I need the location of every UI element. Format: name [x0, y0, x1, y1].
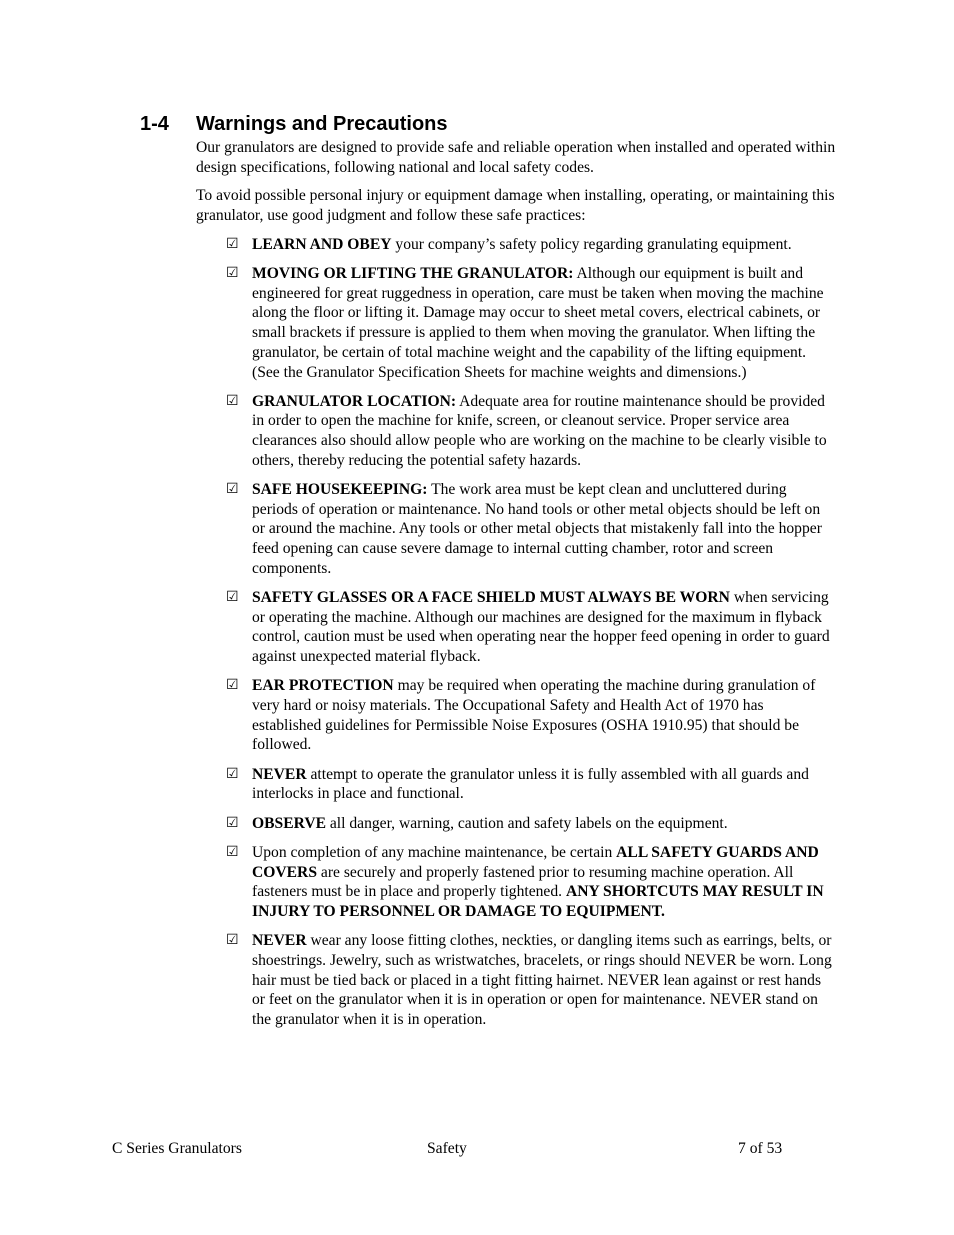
item-text: Upon completion of any machine maintenance, be certain — [252, 843, 617, 861]
item-text: your company’s safety policy regarding granulating equipment. — [391, 235, 792, 253]
safety-checklist — [196, 235, 836, 1030]
checkbox-icon: ☑ — [226, 481, 239, 498]
item-lead: MOVING OR LIFTING THE GRANULATOR: — [252, 265, 574, 283]
checklist-item — [196, 392, 836, 471]
item-text: Adequate area for routine maintenance should be provided in order to open the machine for knife, screen, or cleanout service. Proper service area clearances also should allow people who are working on the machine to be clearly visible to others, thereby reducing the potential safety hazards. — [252, 392, 827, 469]
item-text: The work area must be kept clean and uncluttered during periods of operation or maintenance. No hand tools or other metal objects should be left on or around the machine. Any tools or other metal objects that mistakenly fall into the hopper feed opening can cause severe damage to internal cutting chamber, rotor and screen components. — [252, 481, 822, 577]
item-text: all danger, warning, caution and safety labels on the equipment. — [325, 814, 728, 832]
checkbox-icon: ☑ — [226, 932, 239, 949]
item-lead: GRANULATOR LOCATION: — [252, 392, 457, 410]
footer-page-number: 7 of 53 — [738, 1140, 783, 1157]
item-lead: NEVER — [252, 765, 307, 783]
item-text: when servicing or operating the machine. Although our machines are designed for the maximum in flyback control, caution must be used when operating near the hopper feed opening in order to guard against unexpected material flyback. — [252, 589, 830, 666]
section-number: 1-4 — [140, 113, 169, 135]
checklist-item — [196, 676, 836, 755]
checklist-item — [196, 843, 836, 922]
checkbox-icon: ☑ — [226, 814, 239, 831]
checkbox-icon: ☑ — [226, 765, 239, 782]
footer-document-title: C Series Granulators — [112, 1140, 242, 1157]
section-body — [196, 138, 836, 1039]
checklist-item — [196, 588, 836, 667]
intro-paragraph: To avoid possible personal injury or equipment damage when installing, operating, or maintaining this granulator, use good judgment and follow these safe practices: — [196, 187, 835, 225]
item-text: attempt to operate the granulator unless it is fully assembled with all guards and interlocks in place and functional. — [252, 765, 809, 803]
item-lead: SAFETY GLASSES OR A FACE SHIELD MUST ALWAYS BE WORN — [252, 589, 730, 607]
section-title: Warnings and Precautions — [196, 113, 448, 135]
intro-paragraph: Our granulators are designed to provide safe and reliable operation when installed and operated within design specifications, following national and local safety codes. — [196, 139, 836, 176]
item-lead: OBSERVE — [252, 814, 326, 832]
item-text: are securely and properly fastened prior to resuming machine operation. All fasteners must be in place and properly tightened. — [252, 863, 794, 901]
checkbox-icon: ☑ — [226, 589, 239, 606]
item-text: Although our equipment is built and engineered for great ruggedness in operation, care must be taken when moving the machine along the floor or lifting it. Damage may occur to sheet metal covers, electrical cabinets, or small brackets if pressure is applied to them when moving the granulator. When lifting the granulator, be certain of total machine weight and the capability of the lifting equipment. (See the Granulator Specification Sheets for machine weights and dimensions.) — [252, 265, 824, 381]
checklist-item — [196, 814, 836, 834]
checklist-item — [196, 931, 836, 1030]
item-lead: NEVER — [252, 932, 307, 950]
checklist-item — [196, 480, 836, 579]
item-lead: ALL SAFETY GUARDS AND COVERS — [252, 843, 819, 881]
checkbox-icon: ☑ — [226, 392, 239, 409]
checklist-item — [196, 264, 836, 382]
checklist-item — [196, 235, 836, 255]
checklist-item — [196, 765, 836, 804]
checkbox-icon: ☑ — [226, 677, 239, 694]
item-lead: LEARN AND OBEY — [252, 235, 392, 253]
checkbox-icon: ☑ — [226, 235, 239, 252]
item-text: may be required when operating the machine during granulation of very hard or noisy materials. The Occupational Safety and Health Act of 1970 has established guidelines for Permissible Noise Exposures (OSHA 1910.95) that should be followed. — [252, 677, 816, 754]
footer-chapter: Safety — [427, 1140, 467, 1157]
item-text: wear any loose fitting clothes, neckties, or dangling items such as earrings, belts, or shoestrings. Jewelry, such as wristwatches, bracelets, or rings should NEVER be worn. Long hair must be tied back or placed in a tight fitting hairnet. NEVER lean against or rest hands or feet on the granulator when it is in operation or open for maintenance. NEVER stand on the granulator when it is in operation. — [252, 932, 832, 1028]
item-lead: SAFE HOUSEKEEPING: — [252, 481, 428, 499]
checkbox-icon: ☑ — [226, 843, 239, 860]
section-heading — [140, 113, 448, 136]
checkbox-icon: ☑ — [226, 265, 239, 282]
item-lead: EAR PROTECTION — [252, 677, 394, 695]
item-warning: ANY SHORTCUTS MAY RESULT IN INJURY TO PERSONNEL OR DAMAGE TO EQUIPMENT. — [252, 883, 824, 920]
